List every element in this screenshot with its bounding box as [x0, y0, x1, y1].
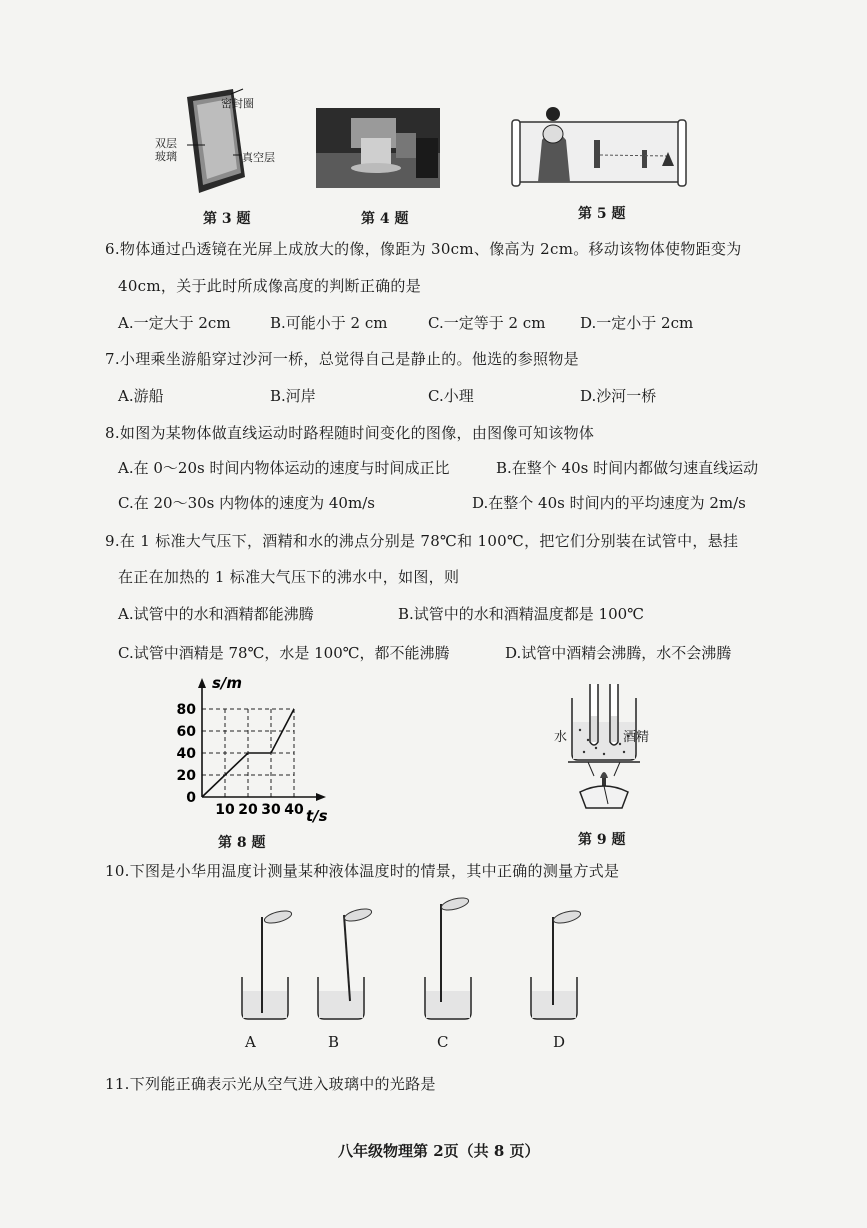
q9-option-c: C.试管中酒精是 78℃，水是 100℃，都不能沸腾	[118, 644, 450, 662]
q7-line1: 7.小理乘坐游船穿过沙河一桥，总觉得自己是静止的。他选的参照物是	[105, 350, 579, 368]
q10-line1: 10.下图是小华用温度计测量某种液体温度时的情景，其中正确的测量方式是	[105, 862, 620, 880]
figure-4-photo	[316, 108, 440, 188]
q10-label-b: B	[328, 1033, 340, 1051]
q6-option-d: D.一定小于 2cm	[580, 314, 694, 332]
y-tick-label-40: 40	[176, 746, 196, 762]
q7-option-c: C.小理	[428, 387, 474, 405]
alcohol-label: 酒精	[623, 730, 650, 745]
q8-option-a: A.在 0～20s 时间内物体运动的速度与时间成正比	[118, 459, 450, 477]
x-tick-label-10: 10	[215, 802, 235, 818]
q8-chart	[170, 672, 340, 832]
q6-option-c: C.一定等于 2 cm	[428, 314, 546, 332]
q6-option-b: B.可能小于 2 cm	[270, 314, 388, 332]
page-footer: 八年级物理第 2页（共 8 页）	[338, 1142, 540, 1160]
x-tick-label-20: 20	[238, 802, 258, 818]
q10-label-a: A	[245, 1033, 256, 1051]
vacuum-label: 真空层	[242, 151, 275, 164]
glass-label: 双层 玻璃	[155, 137, 177, 163]
y-tick-label-0: 0	[186, 790, 196, 806]
q10-label-d: D	[553, 1033, 566, 1051]
figure-4-caption: 第 4 题	[361, 211, 409, 227]
x-tick-label-40: 40	[284, 802, 304, 818]
thermometer-option-c	[415, 890, 485, 1025]
water-label: 水	[554, 730, 568, 745]
q7-option-b: B.河岸	[270, 387, 316, 405]
q9-line1: 9.在 1 标准大气压下，酒精和水的沸点分别是 78℃和 100℃，把它们分别装在试管中，悬挂	[105, 532, 739, 550]
q9-option-b: B.试管中的水和酒精温度都是 100℃	[398, 605, 644, 623]
q8-line1: 8.如图为某物体做直线运动时路程随时间变化的图像，由图像可知该物体	[105, 424, 595, 442]
q9-option-a: A.试管中的水和酒精都能沸腾	[118, 605, 314, 623]
q6-line1: 6.物体通过凸透镜在光屏上成放大的像，像距为 30cm、像高为 2cm。移动该物体使物距变为	[105, 240, 742, 258]
figure-3-caption: 第 3 题	[203, 211, 251, 227]
y-tick-label-20: 20	[176, 768, 196, 784]
q8-option-b: B.在整个 40s 时间内都做匀速直线运动	[496, 459, 759, 477]
q7-option-d: D.沙河一桥	[580, 387, 657, 405]
boiling-apparatus-illustration	[550, 680, 670, 820]
figure-3	[135, 85, 295, 200]
y-tick-label-60: 60	[176, 724, 196, 740]
thermometer-option-a	[230, 905, 300, 1025]
chart-x-axis-label: t/s	[306, 807, 328, 825]
figure-9-caption: 第 9 题	[578, 832, 626, 848]
q6-option-a: A.一定大于 2cm	[118, 314, 231, 332]
thermometer-option-b	[310, 905, 380, 1025]
scroll-illustration	[508, 100, 690, 192]
figure-5-scroll	[508, 100, 690, 192]
figure-8-caption: 第 8 题	[218, 835, 266, 851]
q11-line1: 11.下列能正确表示光从空气进入玻璃中的光路是	[105, 1075, 436, 1093]
figure-5-caption: 第 5 题	[578, 206, 626, 222]
q10-label-c: C	[437, 1033, 449, 1051]
x-axis-arrow	[316, 793, 326, 801]
y-axis-arrow	[198, 678, 206, 688]
chart-y-axis-label: s/m	[212, 674, 243, 692]
x-tick-label-30: 30	[261, 802, 281, 818]
q8-option-d: D.在整个 40s 时间内的平均速度为 2m/s	[472, 494, 746, 512]
q8-option-c: C.在 20～30s 内物体的速度为 40m/s	[118, 494, 375, 512]
y-tick-label-80: 80	[176, 702, 196, 718]
q9-line2: 在正在加热的 1 标准大气压下的沸水中，如图，则	[118, 568, 460, 586]
thermometer-option-d	[525, 905, 595, 1025]
q9-option-d: D.试管中酒精会沸腾，水不会沸腾	[505, 644, 732, 662]
figure-9	[550, 680, 670, 820]
seal-label: 密封圈	[221, 97, 254, 110]
q7-option-a: A.游船	[118, 387, 164, 405]
q6-line2: 40cm，关于此时所成像高度的判断正确的是	[118, 277, 422, 295]
